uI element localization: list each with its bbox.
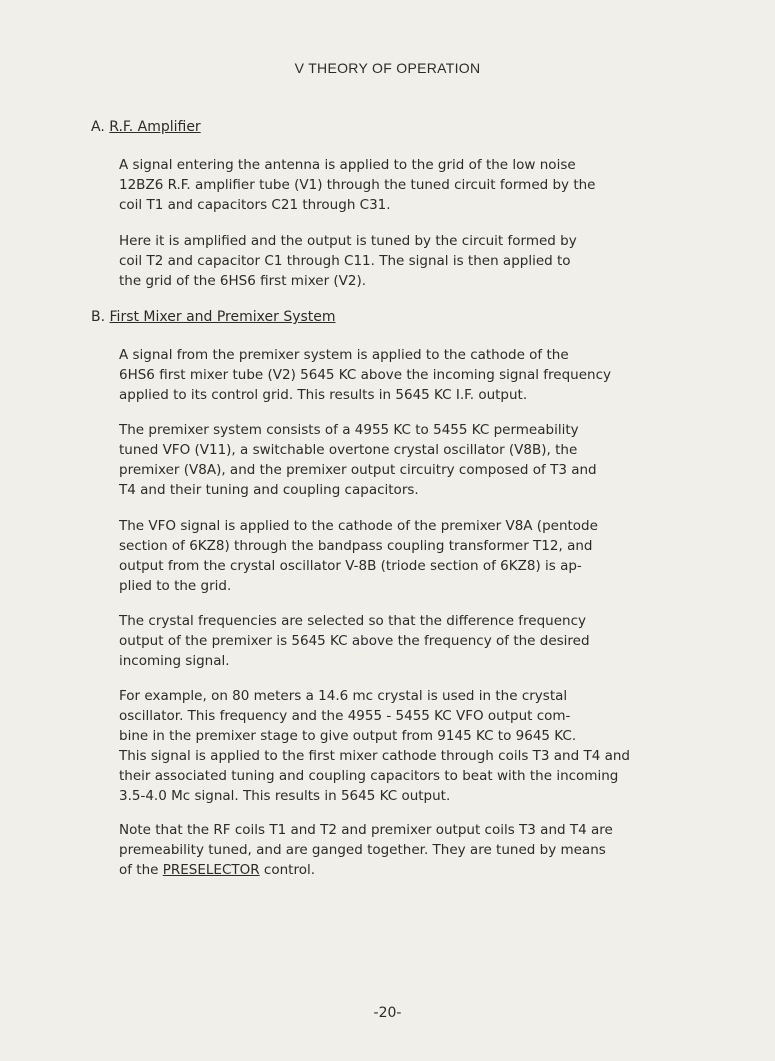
page-number: -20- <box>373 1005 402 1021</box>
preselector-control-label: PRESELECTOR <box>162 862 260 878</box>
section-a-heading <box>91 119 201 135</box>
section-b-paragraph-2: The premixer system consists of a 4955 KC to 5455 KC permeability tuned VFO (V11), a switchable overtone crystal oscillator (V8B), the premixer (V8A), and the premixer output circuitry composed of T3 and T4 and their tuning and coupling capacitors. <box>119 422 597 498</box>
section-b-title: First Mixer and Premixer System <box>109 309 336 325</box>
section-a-letter: A. <box>91 119 105 135</box>
section-b-paragraph-5: For example, on 80 meters a 14.6 mc crystal is used in the crystal oscillator. This frequency and the 4955 - 5455 KC VFO output com- bine in the premixer stage to give output from 9145 KC to 9645 KC. This signal is applied to the first mixer cathode through coils T3 and T4 and their associated tuning and coupling capacitors to beat with the incoming 3.5-4.0 Mc signal. This results in 5645 KC output. <box>119 688 630 804</box>
note-paragraph <box>119 820 744 880</box>
section-b-paragraph-1: A signal from the premixer system is applied to the cathode of the 6HS6 first mixer tube (V2) 5645 KC above the incoming signal frequency applied to its control grid. This results in 5645 KC I.F. output. <box>119 347 612 403</box>
section-b-paragraph-4: The crystal frequencies are selected so that the difference frequency output of the premixer is 5645 KC above the frequency of the desired incoming signal. <box>119 613 590 669</box>
page-title: V THEORY OF OPERATION <box>294 60 481 76</box>
section-a-title: R.F. Amplifier <box>109 119 201 135</box>
note-text-before: Note that the RF coils T1 and T2 and premixer output coils T3 and T4 are premeability tuned, and are ganged together. They are tuned by means of the <box>119 822 613 878</box>
section-a-paragraph-2: Here it is amplified and the output is tuned by the circuit formed by coil T2 and capacitor C1 through C11. The signal is then applied to the grid of the 6HS6 first mixer (V2). <box>119 233 577 289</box>
section-a-paragraph-1: A signal entering the antenna is applied to the grid of the low noise 12BZ6 R.F. amplifier tube (V1) through the tuned circuit formed by the coil T1 and capacitors C21 through C31. <box>119 157 596 213</box>
section-b-letter: B. <box>91 309 106 325</box>
section-b-heading <box>91 309 336 325</box>
note-text-after: control. <box>259 862 316 878</box>
section-b-paragraph-3: The VFO signal is applied to the cathode of the premixer V8A (pentode section of 6KZ8) through the bandpass coupling transformer T12, and output from the crystal oscillator V-8B (triode section of 6KZ8) is ap- plied to the grid. <box>119 518 598 594</box>
